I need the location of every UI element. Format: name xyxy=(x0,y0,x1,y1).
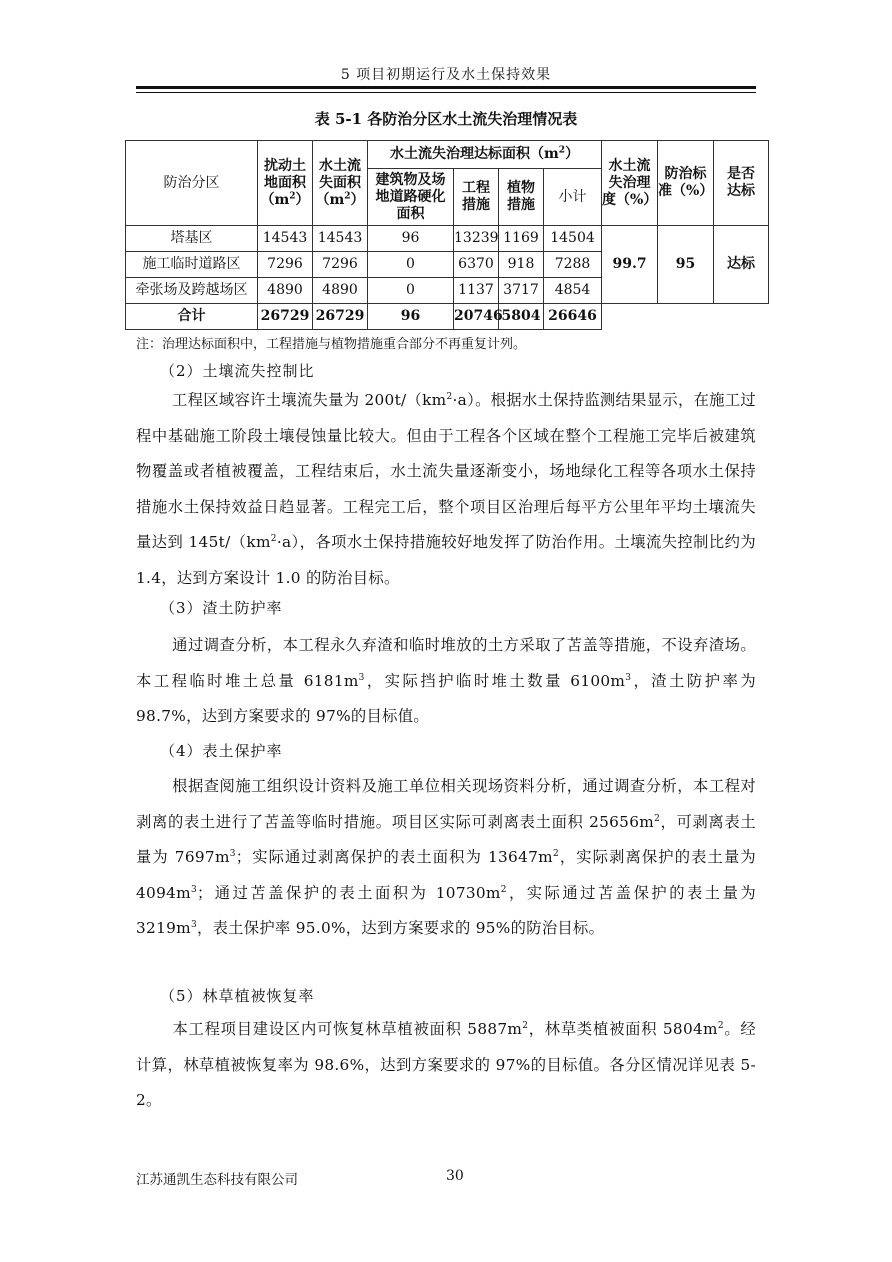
cell-loss: 14543 xyxy=(313,226,368,252)
table-total-row xyxy=(126,304,769,330)
section-heading: （5）林草植被恢复率 xyxy=(160,987,315,1005)
cell-building: 96 xyxy=(368,226,454,252)
control-area-table xyxy=(125,140,769,330)
section-paragraph: 通过调查分析，本工程永久弃渣和临时堆放的土方采取了苫盖等措施，不设弃渣场。本工程临时堆土总量 $6181m^3$，实际挡护临时堆土数量 $6100m^3$，渣土防护率为 98.7%，达到方案要求的 97%的目标值。 xyxy=(136,636,756,725)
header-subtotal: 小计 xyxy=(544,169,602,226)
running-header: 5 项目初期运行及水土保持效果 xyxy=(340,67,552,83)
cell-disturbed: 4890 xyxy=(258,278,313,304)
page-number: 30 xyxy=(446,1168,464,1184)
cell-total-vegetation: 5804 xyxy=(499,304,544,330)
cell-reached: 达标 xyxy=(714,226,769,304)
header-rule-thick xyxy=(136,86,756,89)
cell-engineering: 13239 xyxy=(454,226,499,252)
cell-standard: 95 xyxy=(658,226,714,304)
section-heading: （4）表土保护率 xyxy=(160,742,283,760)
section-paragraph: 根据查阅施工组织设计资料及施工单位相关现场资料分析，通过调查分析，本工程对剥离的表土进行了苫盖等临时措施。项目区实际可剥离表土面积 $25656m^2$，可剥离表土量为 $7697m^3$；实际通过剥离保护的表土面积为 $13647m^2$，实际剥离保护的表土量为 $4094m^3$；通过苫盖保护的表土面积为 $10730m^2$，实际通过苫盖保护的表土量为 $3219m^3$，表土保护率 95.0%，达到方案要求的 95%的防治目标。 xyxy=(136,777,756,937)
cell-total-building: 96 xyxy=(368,304,454,330)
table-note: 注：治理达标面积中，工程措施与植物措施重合部分不再重复计列。 xyxy=(136,337,527,352)
header-loss-area: 水土流 失面积 $(m^2)$ xyxy=(313,141,368,226)
cell-treatment-degree: 99.7 xyxy=(602,226,658,304)
table-caption: 表 5-1 各防治分区水土流失治理情况表 xyxy=(314,110,578,128)
cell-disturbed: 14543 xyxy=(258,226,313,252)
cell-zone: 塔基区 xyxy=(126,226,258,252)
cell-vegetation: 3717 xyxy=(499,278,544,304)
cell-total-disturbed: 26729 xyxy=(258,304,313,330)
cell-subtotal: 4854 xyxy=(544,278,602,304)
cell-engineering: 1137 xyxy=(454,278,499,304)
cell-building: 0 xyxy=(368,278,454,304)
cell-total-engineering: 20746 xyxy=(454,304,499,330)
header-standard: 防治标 准（%） xyxy=(658,141,714,226)
cell-engineering: 6370 xyxy=(454,252,499,278)
cell-subtotal: 7288 xyxy=(544,252,602,278)
section-paragraph: 本工程项目建设区内可恢复林草植被面积 $5887m^2$，林草类植被面积 $5804m^2$。经计算，林草植被恢复率为 98.6%，达到方案要求的 97%的目标值。各分区情况详见表 5-2。 xyxy=(136,1020,757,1109)
header-disturbed-area: 扰动土 地面积 $(m^2)$ xyxy=(258,141,313,226)
section-paragraph: 工程区域容许土壤流失量为 $200t/(km^2\cdot a)$。根据水土保持监测结果显示，在施工过程中基础施工阶段土壤侵蚀量比较大。但由于工程各个区域在整个工程施工完毕后被建筑物覆盖或者植被覆盖，工程结束后，水土流失量逐渐变小，场地绿化工程等各项水土保持措施水土保持效益日趋显著。工程完工后，整个项目区治理后每平方公里年平均土壤流失量达到 $145t/(km^2\cdot a)$，各项水土保持措施较好地发挥了防治作用。土壤流失控制比约为 1.4，达到方案设计 1.0 的防治目标。 xyxy=(136,391,757,587)
header-vegetation: 植物 措施 xyxy=(499,169,544,226)
table-row xyxy=(126,226,769,252)
cell-loss: 7296 xyxy=(313,252,368,278)
header-rule-thin xyxy=(136,92,756,93)
header-treatment-degree: 水土流 失治理 度（%） xyxy=(602,141,658,226)
header-building-area: 建筑物及场 地道路硬化 面积 xyxy=(368,169,454,226)
cell-vegetation: 1169 xyxy=(499,226,544,252)
header-reached: 是否 达标 xyxy=(714,141,769,226)
cell-subtotal: 14504 xyxy=(544,226,602,252)
cell-disturbed: 7296 xyxy=(258,252,313,278)
footer-company: 江苏通凯生态科技有限公司 xyxy=(136,1172,298,1188)
header-zone: 防治分区 xyxy=(126,141,258,226)
cell-total-loss: 26729 xyxy=(313,304,368,330)
cell-vegetation: 918 xyxy=(499,252,544,278)
cell-zone: 施工临时道路区 xyxy=(126,252,258,278)
cell-total-subtotal: 26646 xyxy=(544,304,602,330)
cell-loss: 4890 xyxy=(313,278,368,304)
section-heading: （3）渣土防护率 xyxy=(160,599,283,617)
cell-building: 0 xyxy=(368,252,454,278)
cell-zone: 牵张场及跨越场区 xyxy=(126,278,258,304)
header-treated-area-group: 水土流失治理达标面积$(m^2)$ xyxy=(368,141,602,169)
section-heading: （2）土壤流失控制比 xyxy=(160,362,315,380)
table-header-row xyxy=(126,141,769,169)
header-engineering: 工程 措施 xyxy=(454,169,499,226)
cell-total-label: 合计 xyxy=(126,304,258,330)
